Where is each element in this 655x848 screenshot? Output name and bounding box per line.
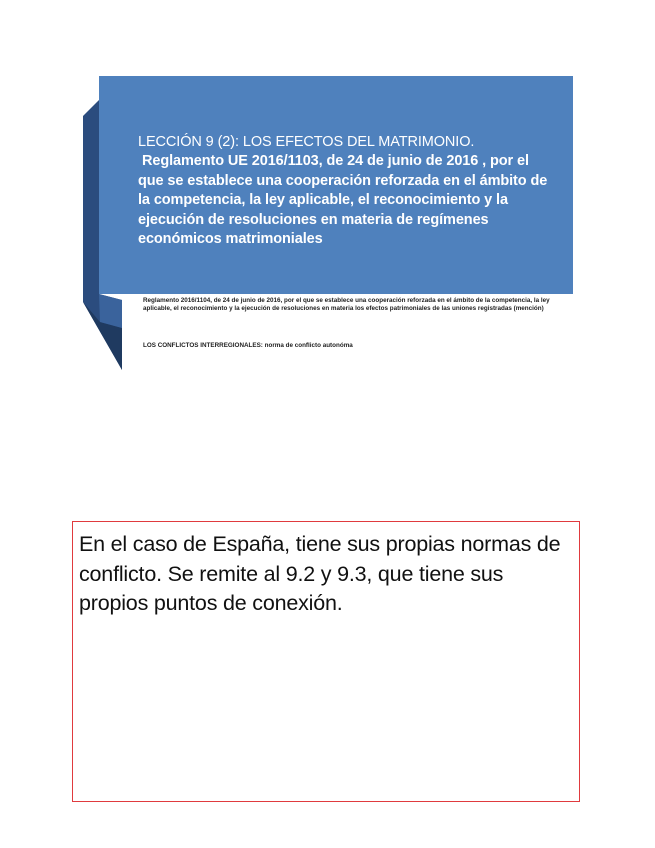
regulation-1104-note: Reglamento 2016/1104, de 24 de junio de 2016, por el que se establece una cooperación reforzada en el ámbito de la competencia, la ley aplicable, el reconocimiento y la ejecución de resoluciones en materia los efectos patrimoniales de las uniones registradas (mención) (143, 297, 550, 312)
banner-title-block (138, 133, 556, 249)
regulation-title: Reglamento UE 2016/1103, de 24 de junio de 2016 , por el que se establece una cooperación reforzada en el ámbito de la competencia, la ley aplicable, el reconocimiento y la ejecución de resoluciones en materia de regímenes económicos matrimoniales (138, 153, 548, 248)
interregional-note: LOS CONFLICTOS INTERREGIONALES: norma de conflicto autonóma (143, 342, 353, 349)
annotation-text: En el caso de España, tiene sus propias normas de conflicto. Se remite al 9.2 y 9.3, que tiene sus propios puntos de conexión. (79, 532, 561, 615)
lesson-title: LECCIÓN 9 (2): LOS EFECTOS DEL MATRIMONIO. (138, 134, 475, 150)
annotation-box (72, 521, 580, 802)
